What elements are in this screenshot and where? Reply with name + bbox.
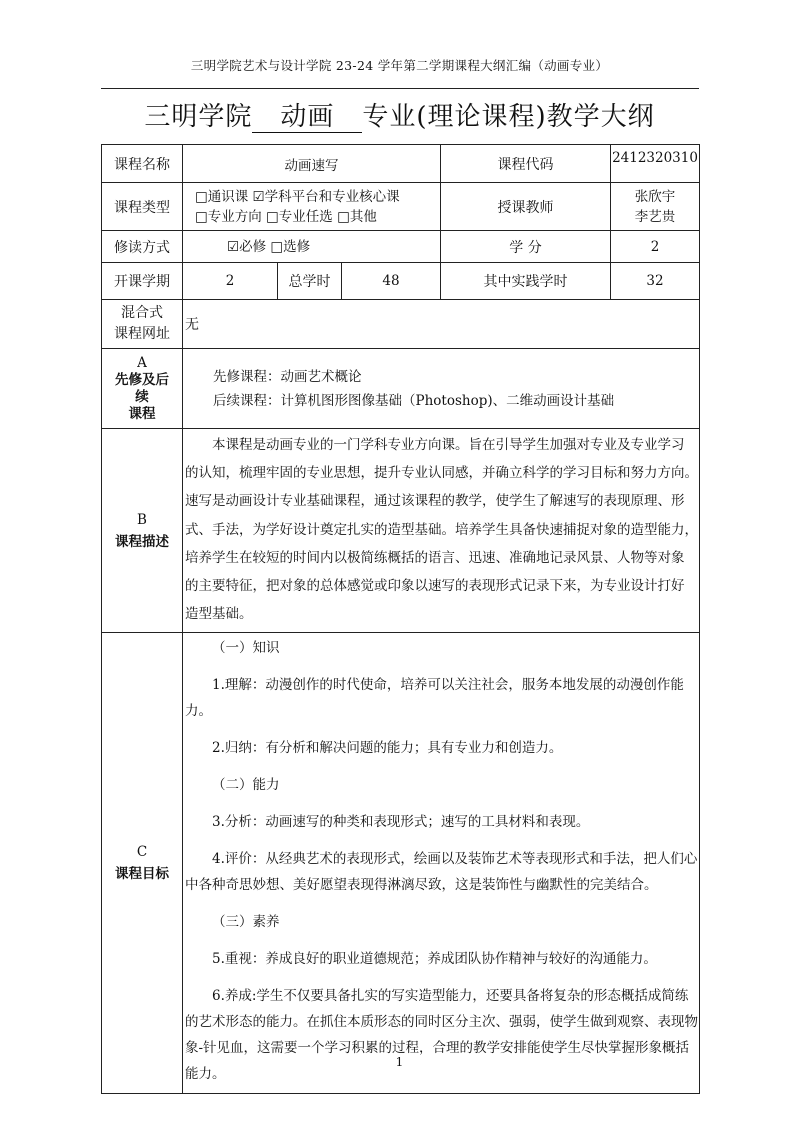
course-name-value: 动画速写 [183, 145, 441, 183]
description-line: 本课程是动画专业的一门学科专业方向课。旨在引导学生加强对专业及专业学习 [212, 437, 685, 453]
total-hours-value: 48 [342, 263, 441, 300]
row-semester [102, 263, 700, 300]
teacher-value [611, 183, 700, 231]
title-suffix: 专业(理论课程)教学大纲 [362, 102, 655, 132]
practice-hours-label: 其中实践学时 [441, 263, 611, 300]
prerequisite-course: 先修课程：动画艺术概论 [213, 368, 362, 385]
semester-value: 2 [183, 263, 278, 300]
objective-heading-knowledge: （一）知识 [212, 640, 280, 657]
section-a-content [183, 349, 700, 429]
practice-hours-value: 32 [611, 263, 700, 300]
running-header: 三明学院艺术与设计学院 23-24 学年第二学期课程大纲汇编（动画专业） [190, 58, 609, 73]
description-line: 的认知，梳理牢固的专业思想，提升专业认同感，并确立科学的学习目标和努力方向。 [185, 465, 698, 482]
course-code-value: 2412320310 [611, 145, 700, 183]
row-section-b [102, 429, 700, 633]
description-line: 式、手法，为学好设计奠定扎实的造型基础。培养学生具备快速捕捉对象的造型能力， [185, 521, 698, 538]
section-c-heading [102, 633, 183, 1094]
section-a-label-2: 续 [135, 388, 149, 405]
objective-heading-literacy: （三）素养 [212, 914, 280, 931]
course-name-label: 课程名称 [102, 145, 183, 183]
study-mode-label: 修读方式 [102, 231, 183, 263]
title-major: 动画 [252, 102, 362, 133]
section-c-letter: C [136, 844, 148, 861]
header-rule [101, 88, 699, 89]
objective-item: 4.评价：从经典艺术的表现形式，绘画以及装饰艺术等表现形式和手法，把人们心中各种奇思妙想、美好愿望表现得淋漓尽致，这是装饰性与幽默性的完美结合。 [185, 851, 698, 894]
page-number: 1 [395, 1055, 404, 1069]
description-line: 的主要特征，把对象的总体感觉或印象以速写的表现形式记录下来，为专业设计打好 [185, 578, 685, 595]
section-a-letter: A [137, 354, 147, 371]
objective-item: 2.归纳：有分析和解决问题的能力；具有专业力和创造力。 [212, 740, 563, 757]
followup-course: 后续课程：计算机图形图像基础（Photoshop)、二维动画设计基础 [213, 392, 615, 409]
objective-heading-ability: （二）能力 [212, 777, 280, 794]
course-type-line-2: □专业方向 □专业任选 □其他 [195, 208, 377, 225]
teacher-1: 张欣宇 [634, 188, 676, 205]
section-c-label: 课程目标 [115, 866, 169, 883]
section-b-letter: B [137, 511, 147, 528]
objective-item: 5.重视：养成良好的职业道德规范；养成团队协作精神与较好的沟通能力。 [212, 951, 657, 968]
teacher-2: 李艺贵 [634, 208, 676, 225]
section-b-heading [102, 429, 183, 633]
row-study-mode [102, 231, 700, 263]
study-mode-value: ☑必修 □选修 [183, 231, 441, 263]
description-line: 造型基础。 [185, 606, 253, 623]
row-section-c [102, 633, 700, 1094]
course-type-line-1: □通识课 ☑学科平台和专业核心课 [195, 188, 400, 205]
course-code-label: 课程代码 [441, 145, 611, 183]
course-objectives [183, 633, 700, 1094]
course-type-value [183, 183, 441, 231]
row-section-a [102, 349, 700, 429]
row-course-type [102, 183, 700, 231]
row-course-name [102, 145, 700, 183]
description-line: 速写是动画设计专业基础课程，通过该课程的教学，使学生了解速写的表现原理、形 [185, 493, 685, 510]
row-mixed-course [102, 300, 700, 349]
objective-item: 1.理解：动漫创作的时代使命，培养可以关注社会，服务本地发展的动漫创作能力。 [185, 677, 684, 720]
section-a-label-1: 先修及后 [115, 371, 169, 388]
section-a-label-3: 课程 [128, 405, 156, 422]
mixed-course-label-1: 混合式 [121, 305, 163, 321]
credit-value: 2 [611, 231, 700, 263]
semester-label: 开课学期 [102, 263, 183, 300]
syllabus-table [101, 144, 700, 1094]
teacher-label: 授课教师 [441, 183, 611, 231]
total-hours-label: 总学时 [278, 263, 342, 300]
mixed-course-value: 无 [183, 300, 700, 349]
course-type-label: 课程类型 [102, 183, 183, 231]
objective-item: 3.分析：动画速写的种类和表现形式；速写的工具材料和表现。 [212, 814, 590, 831]
description-line: 培养学生在较短的时间内以极简练概括的语言、迅速、准确地记录风景、人物等对象 [185, 549, 685, 566]
mixed-course-label [102, 300, 183, 349]
objective-item: 6.养成:学生不仅要具备扎实的写实造型能力，还要具备将复杂的形态概括成简练的艺术形态的能力。在抓住本质形态的同时区分主次、强弱，使学生做到观察、表现物象-针见血，这需要一个学习积累的过程，合理的教学安排能使学生尽快掌握形象概括能力。 [185, 988, 698, 1083]
section-a-heading [102, 349, 183, 429]
course-description [183, 429, 700, 633]
page-title [0, 96, 799, 133]
credit-label: 学 分 [441, 231, 611, 263]
title-prefix: 三明学院 [144, 102, 253, 132]
mixed-course-label-2: 课程网址 [114, 326, 170, 342]
section-b-label: 课程描述 [115, 533, 169, 550]
